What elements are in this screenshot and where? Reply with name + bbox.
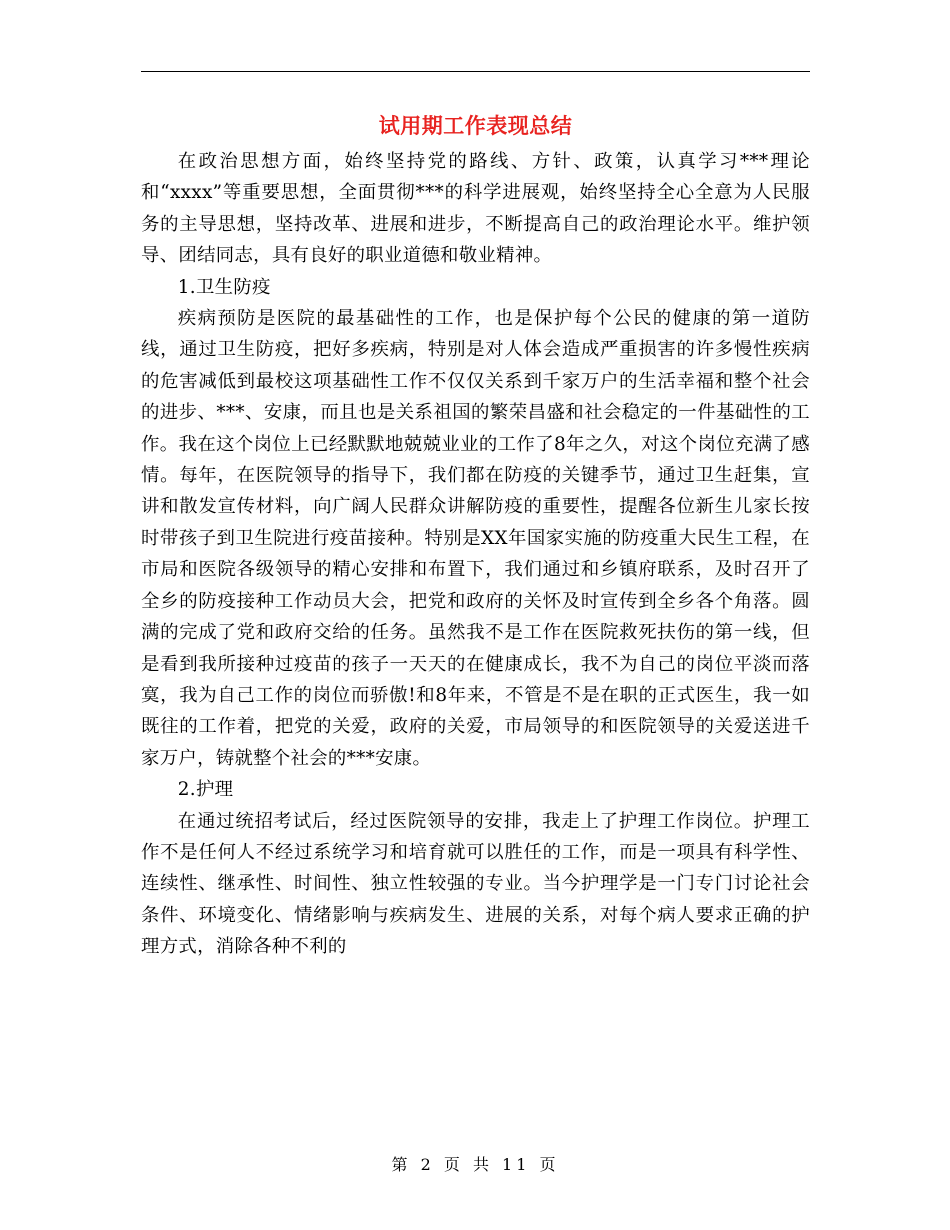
section-heading-epidemic-prevention: 1.卫生防疫 bbox=[177, 276, 271, 298]
paragraph-epidemic-prevention: 疾病预防是医院的最基础性的工作，也是保护每个公民的健康的第一道防线，通过卫生防疫，把好多疾病，特别是对人体会造成严重损害的许多慢性疾病的危害减低到最校这项基础性工作不仅仅关系到千家万户的生活幸福和整个社会的进步、***、安康，而且也是关系祖国的繁荣昌盛和社会稳定的一件基础性的工作。我在这个岗位上已经默默地兢兢业业的工作了8年之久，对这个岗位充满了感情。每年，在医院领导的指导下，我们都在防疫的关键季节，通过卫生赶集，宣讲和散发宣传材料，向广阔人民群众讲解防疫的重要性，提醒各位新生儿家长按时带孩子到卫生院进行疫苗接种。特别是XX年国家实施的防疫重大民生工程，在市局和医院各级领导的精心安排和布置下，我们通过和乡镇府联系，及时召开了全乡的防疫接种工作动员大会，把党和政府的关怀及时宣传到全乡各个角落。圆满的完成了党和政府交给的任务。虽然我不是工作在医院救死扶伤的第一线，但是看到我所接种过疫苗的孩子一天天的在健康成长，我不为自己的岗位平淡而落寞，我为自己工作的岗位而骄傲!和8年来，不管是不是在职的正式医生，我一如既往的工作着，把党的关爱，政府的关爱，市局领导的和医院领导的关爱送进千家万户，铸就整个社会的***安康。 bbox=[141, 308, 810, 769]
document-body bbox=[141, 146, 810, 963]
header-rule bbox=[141, 71, 810, 72]
section-heading-nursing: 2.护理 bbox=[177, 779, 234, 801]
page-number-footer: 第 2 页 共 11 页 bbox=[391, 1155, 560, 1174]
paragraph-political-thought: 在政治思想方面，始终坚持党的路线、方针、政策，认真学习***理论和“xxxx”等重要思想，全面贯彻***的科学进展观，始终坚持全心全意为人民服务的主导思想，坚持改革、进展和进步，不断提高自己的政治理论水平。维护领导、团结同志，具有良好的职业道德和敬业精神。 bbox=[141, 151, 810, 267]
paragraph-nursing: 在通过统招考试后，经过医院领导的安排，我走上了护理工作岗位。护理工作不是任何人不经过系统学习和培育就可以胜任的工作，而是一项具有科学性、连续性、继承性、时间性、独立性较强的专业。当今护理学是一门专门讨论社会条件、环境变化、情绪影响与疾病发生、进展的关系，对每个病人要求正确的护理方式，消除各种不利的 bbox=[141, 810, 810, 958]
document-title: 试用期工作表现总结 bbox=[378, 113, 573, 138]
